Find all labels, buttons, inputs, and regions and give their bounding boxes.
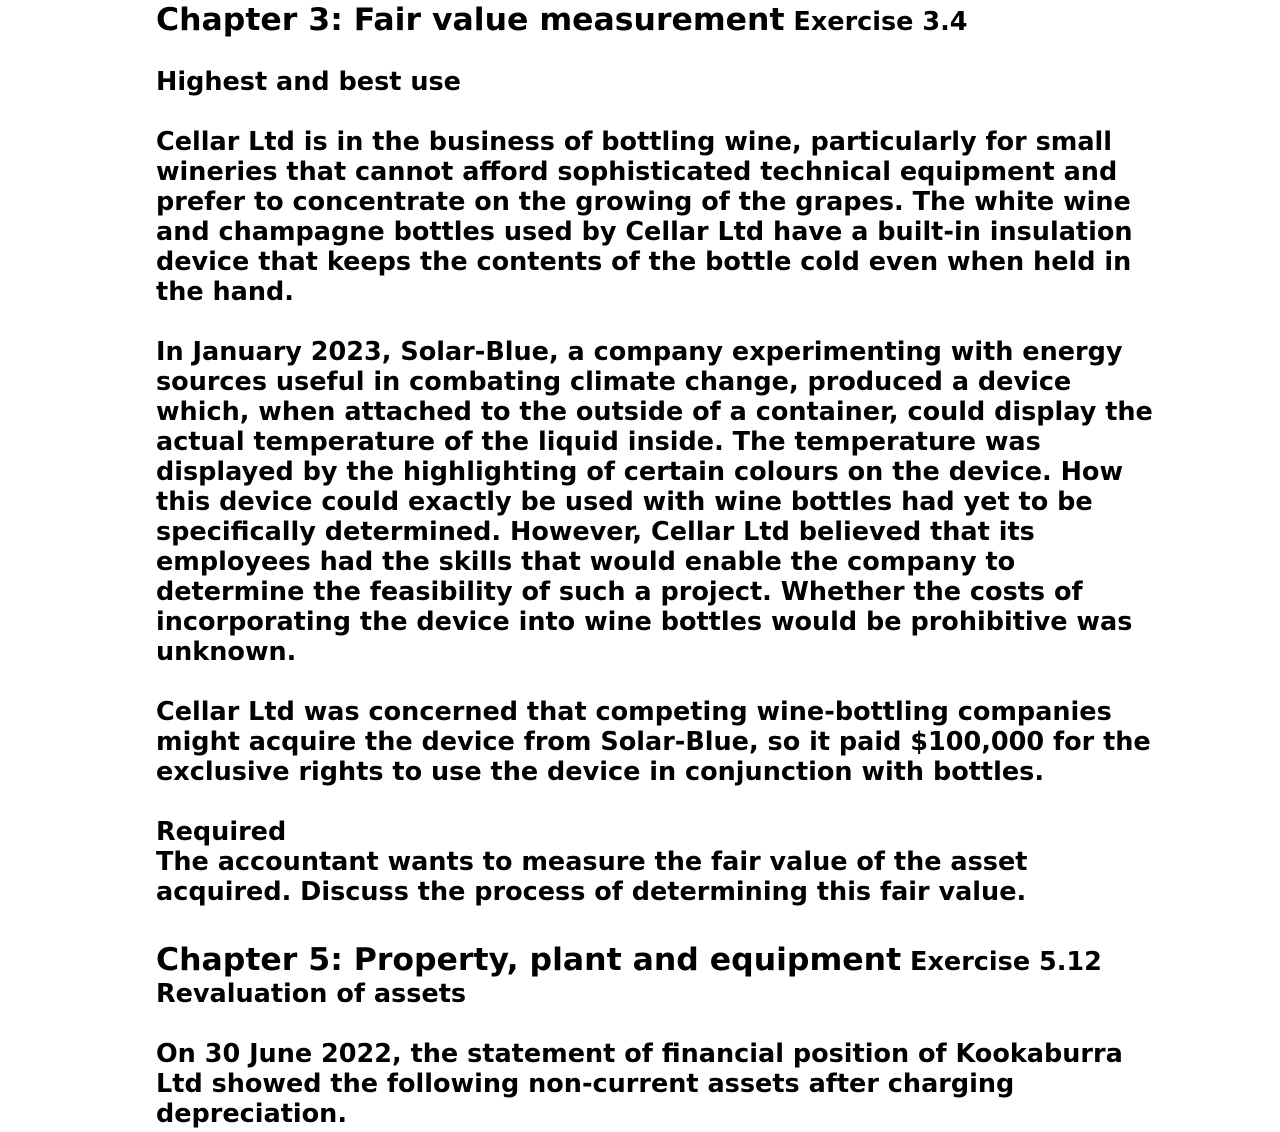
chapter-5-heading xyxy=(156,941,1156,979)
chapter-3-paragraph-1: Cellar Ltd is in the business of bottling wine, particularly for small wineries that cannot afford sophisticated technical equipment and prefer to concentrate on the growing of the grapes. The white wine and champagne bottles used by Cellar Ltd have a built-in insulation device that keeps the contents of the bottle cold even when held in the hand. xyxy=(156,127,1133,307)
chapter-3-heading xyxy=(156,1,1156,39)
chapter-5-subheading: Revaluation of assets xyxy=(156,979,467,1009)
exercise-3-4-label: Exercise 3.4 xyxy=(793,7,968,37)
chapter-3-subheading: Highest and best use xyxy=(156,67,461,97)
chapter-3-paragraph-2: In January 2023, Solar-Blue, a company experimenting with energy sources useful in combating climate change, produced a device which, when attached to the outside of a container, could display the actual temperature of the liquid inside. The temperature was displayed by the highlighting of certain colours on the device. How this device could exactly be used with wine bottles had yet to be specifically determined. However, Cellar Ltd believed that its employees had the skills that would enable the company to determine the feasibility of such a project. Whether the costs of incorporating the device into wine bottles would be prohibitive was unknown. xyxy=(156,337,1153,667)
chapter-5-title: Chapter 5: Property, plant and equipment xyxy=(156,942,902,978)
chapter-3-paragraph-3: Cellar Ltd was concerned that competing wine-bottling companies might acquire the device from Solar-Blue, so it paid $100,000 for the exclusive rights to use the device in conjunction with bottles. xyxy=(156,697,1151,787)
exercise-5-12-label: Exercise 5.12 xyxy=(910,947,1102,977)
chapter-5-paragraph-1: On 30 June 2022, the statement of financial position of Kookaburra Ltd showed the following non-current assets after charging depreciation. xyxy=(156,1039,1123,1129)
document-page xyxy=(156,0,1156,1129)
required-text: The accountant wants to measure the fair value of the asset acquired. Discuss the process of determining this fair value. xyxy=(156,847,1028,907)
chapter-3-title: Chapter 3: Fair value measurement xyxy=(156,2,785,38)
required-label: Required xyxy=(156,817,287,847)
